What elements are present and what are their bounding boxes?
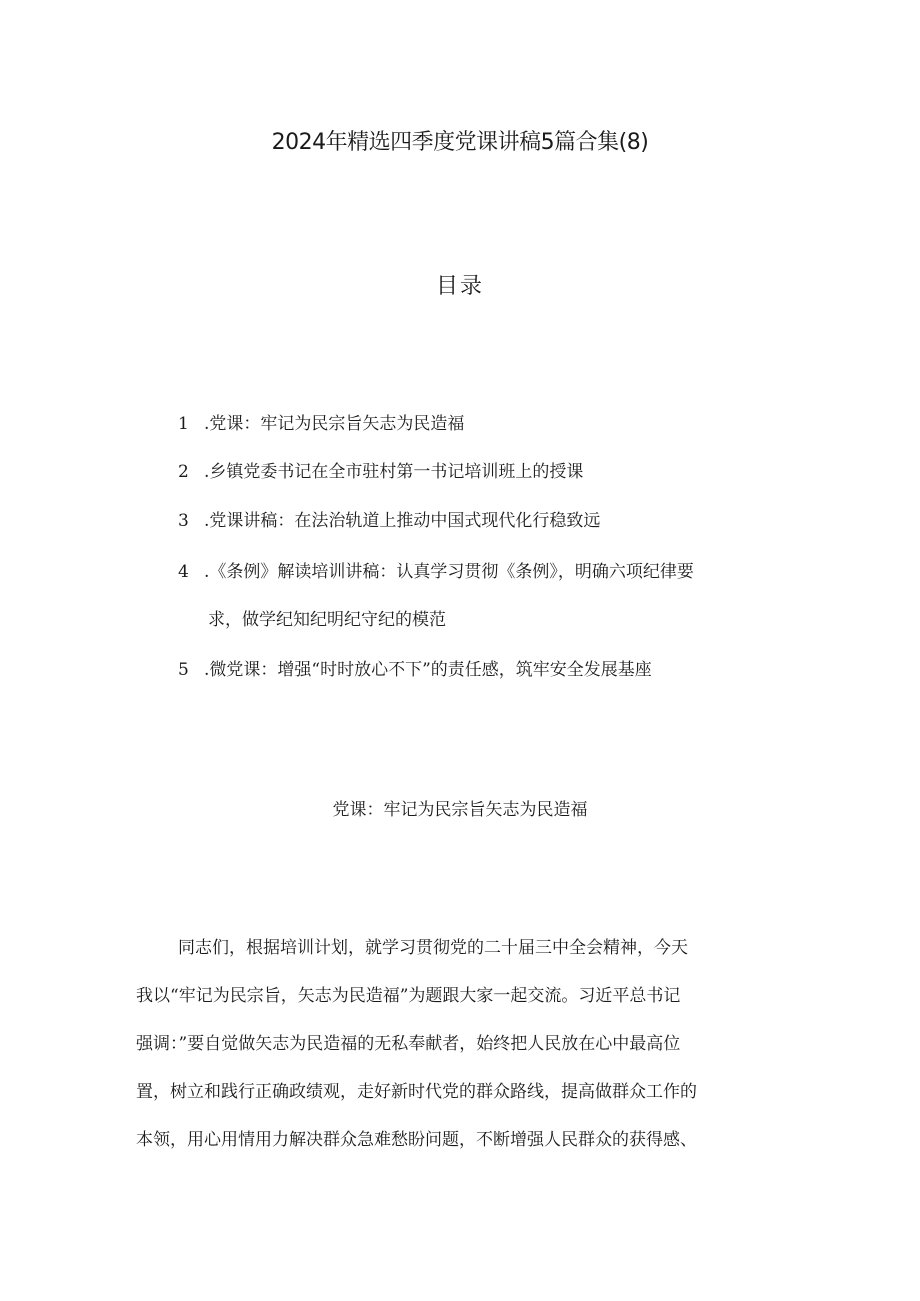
toc-item-number: 5 xyxy=(178,660,189,680)
toc-item-5[interactable] xyxy=(178,657,652,683)
paragraph-line: 强调：”要自觉做矢志为民造福的无私奉献者，始终把人民放在心中最高位 xyxy=(136,1034,681,1054)
toc-item-text: .党课讲稿：在法治轨道上推动中国式现代化行稳致远 xyxy=(204,511,601,531)
toc-item-number: 2 xyxy=(178,462,189,482)
paragraph-line: 同志们，根据培训计划，就学习贯彻党的二十届三中全会精神，今天 xyxy=(178,938,688,958)
toc-item-number: 4 xyxy=(178,562,189,582)
toc-heading: 目录 xyxy=(435,274,484,299)
toc-item-4-continuation: 求，做学纪知纪明纪守纪的模范 xyxy=(208,610,446,630)
section-title: 党课：牢记为民宗旨矢志为民造福 xyxy=(332,800,588,820)
toc-item-1[interactable] xyxy=(178,411,464,437)
toc-item-text: .《条例》解读培训讲稿：认真学习贯彻《条例》，明确六项纪律要 xyxy=(204,562,694,582)
toc-item-text: .微党课：增强“时时放心不下”的责任感，筑牢安全发展基座 xyxy=(204,660,652,680)
toc-item-2[interactable] xyxy=(178,459,583,485)
paragraph-line: 本领，用心用情用力解决群众急难愁盼问题，不断增强人民群众的获得感、 xyxy=(136,1130,697,1150)
toc-item-3[interactable] xyxy=(178,508,600,534)
document-title: 2024年精选四季度党课讲稿5篇合集(8) xyxy=(271,130,649,155)
paragraph-line: 置，树立和践行正确政绩观，走好新时代党的群众路线，提高做群众工作的 xyxy=(136,1082,697,1102)
toc-item-text: .乡镇党委书记在全市驻村第一书记培训班上的授课 xyxy=(204,462,584,482)
paragraph-line: 我以“牢记为民宗旨，矢志为民造福”为题跟大家一起交流。习近平总书记 xyxy=(136,986,681,1006)
toc-item-text: .党课：牢记为民宗旨矢志为民造福 xyxy=(204,414,465,434)
toc-item-number: 3 xyxy=(178,511,189,531)
toc-item-4[interactable] xyxy=(178,559,694,585)
toc-item-number: 1 xyxy=(178,414,189,434)
